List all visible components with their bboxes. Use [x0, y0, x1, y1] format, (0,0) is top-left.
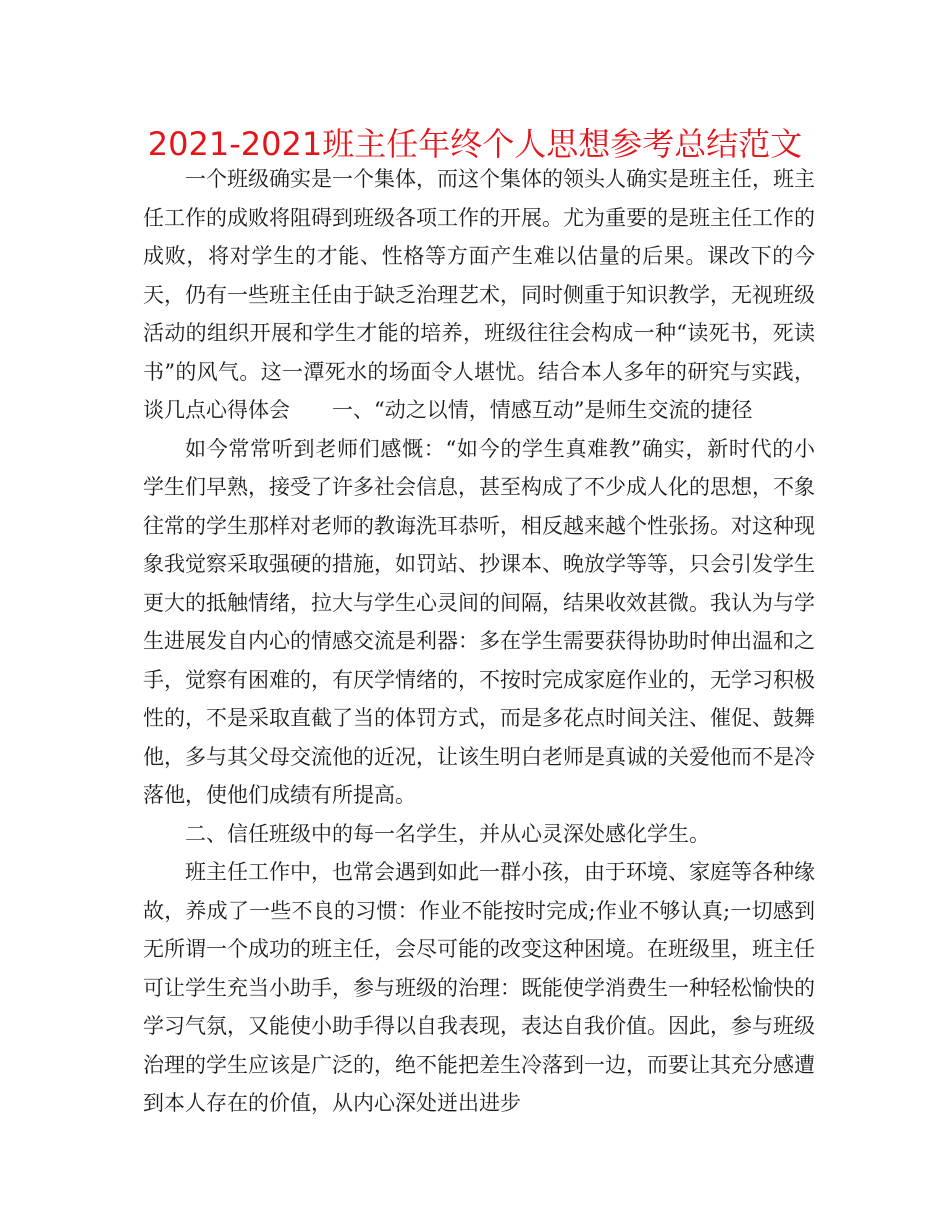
paragraph-intro: 一个班级确实是一个集体，而这个集体的领头人确实是班主任，班主任工作的成败将阻碍到班级各项工作的开展。尤为重要的是班主任工作的成败，将对学生的才能、性格等方面产生难以估量的后果。课改下的今天，仍有一些班主任由于缺乏治理艺术，同时侧重于知识教学，无视班级活动的组织开展和学生才能的培养，班级往往会构成一种“读死书，死读书”的风气。这一潭死水的场面令人堪忧。结合本人多年的研究与实践，谈几点心得体会 一、“动之以情，情感互动”是师生交流的捷径 [143, 167, 815, 422]
paragraph-section-two-heading: 二、信任班级中的每一名学生，并从心灵深处感化学生。 [185, 821, 710, 846]
paragraph-emotional-exchange: 如今常常听到老师们感慨：“如今的学生真难教”确实，新时代的小学生们早熟，接受了许多社会信息，甚至构成了不少成人化的思想，不象往常的学生那样对老师的教诲洗耳恭听，相反越来越个性张扬。对这种现象我觉察采取强硬的措施，如罚站、抄课本、晚放学等等，只会引发学生更大的抵触情绪，拉大与学生心灵间的间隔，结果收效甚微。我认为与学生进展发自内心的情感交流是利器：多在学生需要获得协助时伸出温和之手，觉察有困难的，有厌学情绪的，不按时完成家庭作业的，无学习积极性的，不是采取直截了当的体罚方式，而是多花点时间关注、催促、鼓舞他，多与其父母交流他的近况，让该生明白老师是真诚的关爱他而不是冷落他，使他们成绩有所提高。 [143, 436, 815, 807]
document-title: 2021-2021班主任年终个人思想参考总结范文 [147, 125, 803, 163]
paragraph-class-helpers: 班主任工作中，也常会遇到如此一群小孩，由于环境、家庭等各种缘故，养成了一些不良的习惯：作业不能按时完成;作业不够认真;一切感到无所谓一个成功的班主任，会尽可能的改变这种困境。在班级里，班主任可让学生充当小助手，参与班级的治理：既能使学消费生一种轻松愉快的学习气氛，又能使小助手得以自我表现，表达自我价值。因此，参与班级治理的学生应该是广泛的，绝不能把差生冷落到一边，而要让其充分感遭到本人存在的价值，从内心深处迸出进步 [143, 860, 815, 1115]
document-body [143, 160, 815, 1123]
